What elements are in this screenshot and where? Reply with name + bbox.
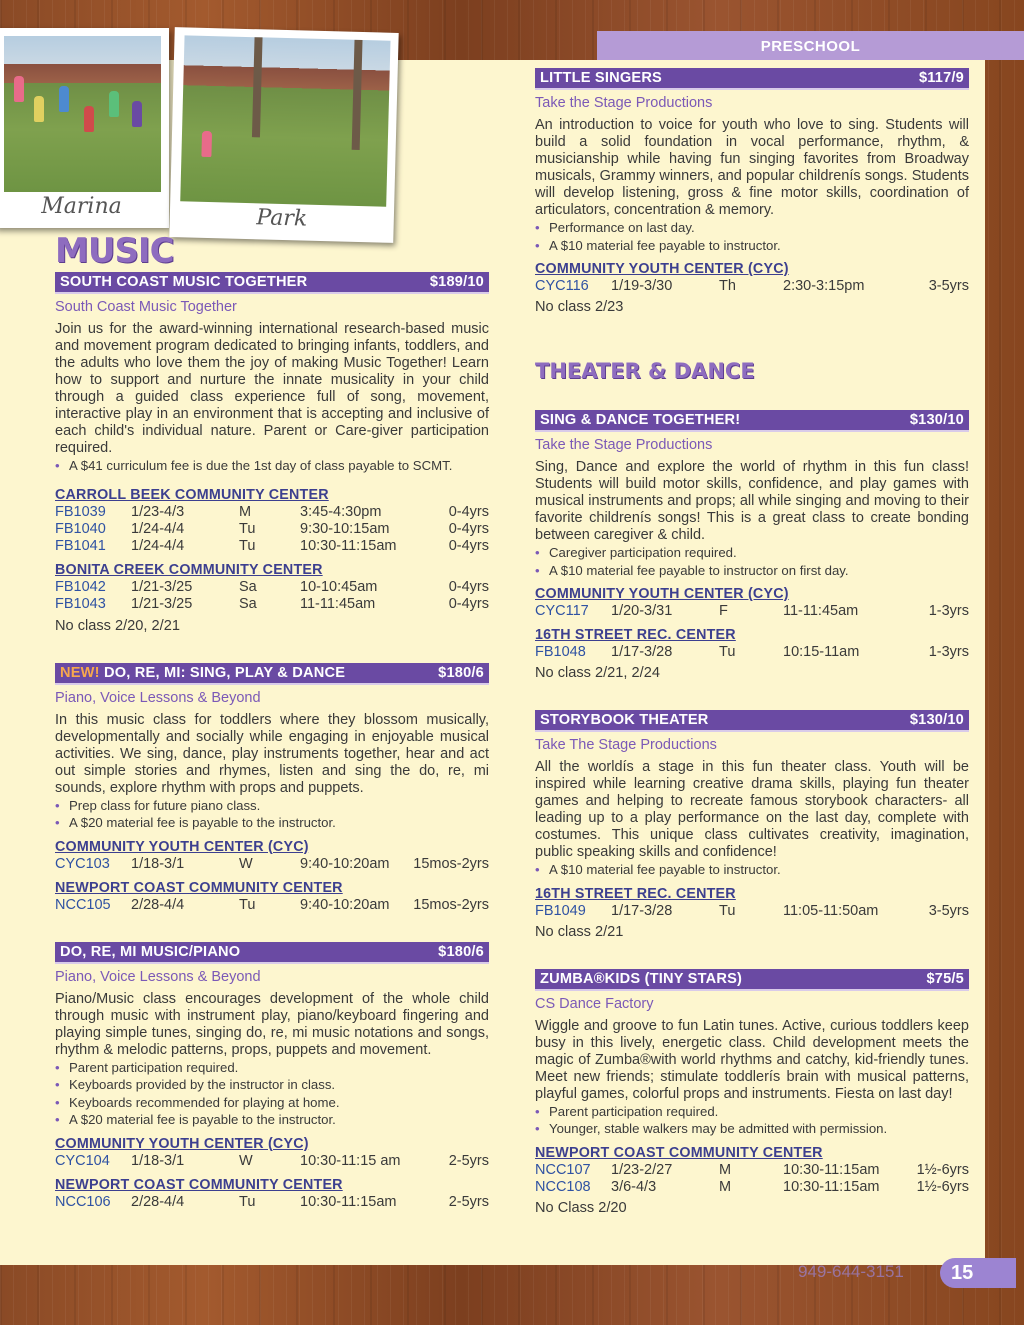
class-title: ZUMBA®KIDS (TINY STARS) <box>540 970 743 987</box>
schedule-row <box>55 1194 489 1211</box>
class-code[interactable]: FB1041 <box>55 537 106 554</box>
class-bullet: • Performance on last day. <box>535 219 969 237</box>
class-description: In this music class for toddlers where they blossom musically, developmentally and socially while engaging in enjoyable musical activities. We sing, dance, play instruments together, hear and act out simple stories and rhymes, listen and sing the do, re, mi sounds, explore rhythm with props and puppets. <box>55 711 489 796</box>
day: Th <box>719 278 736 294</box>
schedule-row <box>55 1153 489 1170</box>
day: M <box>719 1161 732 1178</box>
class-title: LITTLE SINGERS <box>540 70 662 86</box>
dates: 1/23-2/27 <box>611 1161 673 1178</box>
class-listing <box>535 410 969 682</box>
class-note: No class 2/20, 2/21 <box>55 617 180 634</box>
class-price: $189/10 <box>429 274 484 290</box>
schedule-row <box>535 603 969 620</box>
class-bullet: • A $10 material fee payable to instructor. <box>535 237 969 255</box>
dates: 1/20-3/31 <box>611 603 673 619</box>
class-description: Wiggle and groove to fun Latin tunes. Active, curious toddlers keep busy in this lively, energetic class. Child development meets the magic of Zumba®with world rhythms and catchy, kid-friendly tunes. Meet new friends; stimulate toddlerís brain with musical patterns, playful games, colorful props and instruments. Fiesta on last day! <box>535 1017 969 1102</box>
day: Tu <box>239 1193 256 1210</box>
class-provider: Take the Stage Productions <box>535 95 713 111</box>
class-code[interactable]: FB1039 <box>55 503 106 520</box>
schedule-row <box>55 538 489 555</box>
class-listing <box>55 663 489 914</box>
age: 2-5yrs <box>448 1193 489 1210</box>
dates: 1/18-3/1 <box>131 1152 185 1169</box>
dates: 1/21-3/25 <box>131 595 193 612</box>
time: 10:30-11:15am <box>300 537 397 554</box>
photo-caption: Park <box>256 205 308 232</box>
class-price: $75/5 <box>926 970 964 987</box>
class-listing <box>535 68 969 316</box>
class-code[interactable]: FB1043 <box>55 595 106 612</box>
left-column <box>55 232 489 1211</box>
schedule-row <box>535 644 969 661</box>
day: W <box>239 1152 253 1169</box>
class-title-bar <box>55 942 489 964</box>
class-bullet: • Parent participation required. <box>535 1103 969 1121</box>
class-note: No class 2/21, 2/24 <box>535 665 660 681</box>
class-code[interactable]: NCC106 <box>55 1193 111 1210</box>
class-code[interactable]: CYC117 <box>535 603 589 619</box>
class-price: $130/10 <box>909 712 964 728</box>
location-name[interactable]: COMMUNITY YOUTH CENTER (CYC) <box>535 261 789 277</box>
class-provider: Take the Stage Productions <box>535 437 713 453</box>
age: 2-5yrs <box>448 1152 489 1169</box>
age: 1-3yrs <box>928 603 969 619</box>
age: 3-5yrs <box>928 902 969 919</box>
class-bullet: • Keyboards provided by the instructor in class. <box>55 1076 489 1094</box>
class-title: DO, RE, MI MUSIC/PIANO <box>60 943 241 960</box>
dates: 2/28-4/4 <box>131 1193 185 1210</box>
time: 10:30-11:15am <box>783 1178 880 1195</box>
class-provider: Piano, Voice Lessons & Beyond <box>55 689 261 706</box>
dates: 1/24-4/4 <box>131 537 185 554</box>
time: 10:30-11:15 am <box>300 1152 401 1169</box>
age: 0-4yrs <box>448 537 489 554</box>
class-code[interactable]: FB1048 <box>535 644 586 660</box>
class-code[interactable]: FB1042 <box>55 578 106 595</box>
class-bullet: • Prep class for future piano class. <box>55 797 489 815</box>
schedule-row <box>535 278 969 295</box>
class-code[interactable]: NCC105 <box>55 896 111 913</box>
age: 15mos-2yrs <box>413 896 489 913</box>
schedule-row <box>55 856 489 873</box>
class-code[interactable]: CYC104 <box>55 1152 110 1169</box>
class-note: No class 2/21 <box>535 923 624 940</box>
time: 11-11:45am <box>300 595 376 612</box>
class-listing <box>535 710 969 941</box>
class-code[interactable]: CYC103 <box>55 855 110 872</box>
theater-dance-heading: THEATER & DANCE <box>535 359 755 383</box>
location-name[interactable]: NEWPORT COAST COMMUNITY CENTER <box>55 1176 343 1193</box>
phone-number: 949-644-3151 <box>798 1262 904 1281</box>
class-bullet: • Parent participation required. <box>55 1059 489 1077</box>
day: Tu <box>239 520 256 537</box>
schedule-row <box>55 897 489 914</box>
class-title: SOUTH COAST MUSIC TOGETHER <box>60 274 308 290</box>
class-listing <box>55 942 489 1211</box>
class-title-bar <box>535 68 969 90</box>
location-name[interactable]: COMMUNITY YOUTH CENTER (CYC) <box>535 586 789 602</box>
section-tab: PRESCHOOL <box>597 31 1024 60</box>
class-bullet: • A $10 material fee payable to instructor. <box>535 861 969 879</box>
dates: 1/18-3/1 <box>131 855 185 872</box>
class-description: An introduction to voice for youth who love to sing. Students will build a solid foundation in vocal performance, rhythm, & musicianship while having fun singing favorites from Broadway musicals, Grammy winners, and popular childrenís songs. Students will develop listening, gross & fine motor skills, coordination of articulators, concentration & memory. <box>535 117 969 218</box>
class-title-bar <box>535 969 969 991</box>
class-provider: South Coast Music Together <box>55 299 237 315</box>
day: W <box>239 855 253 872</box>
day: Sa <box>239 578 257 595</box>
time: 2:30-3:15pm <box>783 278 865 294</box>
day: F <box>719 603 728 619</box>
time: 3:45-4:30pm <box>300 503 382 520</box>
age: 0-4yrs <box>448 578 489 595</box>
class-bullet: • Keyboards recommended for playing at home. <box>55 1094 489 1112</box>
age: 0-4yrs <box>448 595 489 612</box>
age: 1½-6yrs <box>916 1178 969 1195</box>
schedule-row <box>55 579 489 596</box>
age: 1½-6yrs <box>916 1161 969 1178</box>
location-name[interactable]: COMMUNITY YOUTH CENTER (CYC) <box>55 1135 309 1152</box>
class-title-bar <box>55 272 489 294</box>
schedule-row <box>55 504 489 521</box>
class-title: DO, RE, MI: SING, PLAY & DANCE <box>103 664 346 681</box>
dates: 2/28-4/4 <box>131 896 185 913</box>
class-price: $130/10 <box>909 412 964 428</box>
class-code[interactable]: NCC107 <box>535 1161 591 1178</box>
time: 11:05-11:50am <box>783 902 879 919</box>
class-title-bar <box>535 710 969 732</box>
location-name[interactable]: 16TH STREET REC. CENTER <box>535 885 736 902</box>
class-code[interactable]: NCC108 <box>535 1178 591 1195</box>
class-code[interactable]: FB1040 <box>55 520 106 537</box>
dates: 3/6-4/3 <box>611 1178 657 1195</box>
class-price: $117/9 <box>918 70 964 86</box>
class-code[interactable]: FB1049 <box>535 902 586 919</box>
class-listing <box>55 272 489 635</box>
day: Tu <box>719 644 736 660</box>
schedule-row <box>55 521 489 538</box>
time: 9:30-10:15am <box>300 520 390 537</box>
dates: 1/17-3/28 <box>611 902 673 919</box>
location-name[interactable]: COMMUNITY YOUTH CENTER (CYC) <box>55 838 309 855</box>
day: Sa <box>239 595 257 612</box>
class-title: SING & DANCE TOGETHER! <box>540 412 741 428</box>
class-description: Sing, Dance and explore the world of rhythm in this fun class! Students will build motor skills, confidence, and play games with musical instruments and props; all while singing and moving to their favorite childrenís songs! This is a great class to create bonding between caregiver & child. <box>535 459 969 543</box>
time: 11-11:45am <box>783 603 859 619</box>
dates: 1/24-4/4 <box>131 520 185 537</box>
location-name[interactable]: 16TH STREET REC. CENTER <box>535 627 736 643</box>
class-bullet: • A $41 curriculum fee is due the 1st day of class payable to SCMT. <box>55 457 489 475</box>
class-bullet: • A $10 material fee payable to instructor on first day. <box>535 562 969 580</box>
photo-marina <box>0 28 169 228</box>
class-code[interactable]: CYC116 <box>535 278 589 294</box>
class-provider: Piano, Voice Lessons & Beyond <box>55 968 261 985</box>
schedule-row <box>535 903 969 920</box>
dates: 1/19-3/30 <box>611 278 673 294</box>
age: 15mos-2yrs <box>413 855 489 872</box>
schedule-row <box>55 596 489 613</box>
class-price: $180/6 <box>438 664 484 681</box>
class-listing <box>535 969 969 1217</box>
time: 9:40-10:20am <box>300 896 390 913</box>
class-description: Piano/Music class encourages development of the whole child through music with instrument play, piano/keyboard fingering and playing simple tunes, singing do, re, mi music notations and songs, rhythm & melodic patterns, props, puppets and movement. <box>55 990 489 1058</box>
dates: 1/17-3/28 <box>611 644 673 660</box>
class-title: STORYBOOK THEATER <box>540 712 709 728</box>
time: 10:30-11:15am <box>300 1193 397 1210</box>
class-provider: Take The Stage Productions <box>535 737 717 753</box>
dates: 1/23-4/3 <box>131 503 185 520</box>
photo-park <box>169 27 398 243</box>
class-bullet: • A $20 material fee is payable to the instructor. <box>55 1111 489 1129</box>
class-bullet: • A $20 material fee is payable to the instructor. <box>55 814 489 832</box>
schedule-row <box>535 1162 969 1179</box>
age: 1-3yrs <box>928 644 969 660</box>
age: 0-4yrs <box>448 503 489 520</box>
time: 9:40-10:20am <box>300 855 390 872</box>
age: 0-4yrs <box>448 520 489 537</box>
class-price: $180/6 <box>438 943 484 960</box>
class-provider: CS Dance Factory <box>535 995 654 1012</box>
time: 10-10:45am <box>300 578 378 595</box>
class-bullet: • Caregiver participation required. <box>535 544 969 562</box>
kids-playing-image <box>4 36 161 192</box>
location-name[interactable]: NEWPORT COAST COMMUNITY CENTER <box>55 879 343 896</box>
page-number: 15 <box>951 1262 974 1284</box>
class-bullet: • Younger, stable walkers may be admitted with permission. <box>535 1120 969 1138</box>
location-name[interactable]: CARROLL BEEK COMMUNITY CENTER <box>55 486 329 503</box>
new-badge: NEW! <box>60 664 100 681</box>
class-note: No class 2/23 <box>535 299 624 315</box>
day: Tu <box>719 902 736 919</box>
right-column <box>535 68 969 1217</box>
photo-caption: Marina <box>41 194 122 219</box>
park-image <box>180 35 390 206</box>
day: Tu <box>239 537 256 554</box>
class-title-bar <box>55 663 489 685</box>
time: 10:30-11:15am <box>783 1161 880 1178</box>
class-note: No Class 2/20 <box>535 1199 627 1216</box>
time: 10:15-11am <box>783 644 860 660</box>
class-description: Join us for the award-winning international research-based music and movement program dedicated to bringing infants, toddlers, and the adults who love them the joy of making Music Together! Learn how to support and nurture the innate musicality in your child through a guided class experience full of song, movement, interactive play in an environment that is accepting and inclusive of each child's individual nature. Parent or Care-giver participation required. <box>55 321 489 456</box>
class-description: All the worldís a stage in this fun theater class. Youth will be inspired while learning creative drama skills, playing fun theater games and helping to recreate famous storybook characters- all leading up to a play performance on the last day, complete with costumes. This unique class cultivates creativity, imagination, public speaking skills and confidence! <box>535 759 969 860</box>
class-title-bar <box>535 410 969 432</box>
dates: 1/21-3/25 <box>131 578 193 595</box>
age: 3-5yrs <box>928 278 969 294</box>
location-name[interactable]: BONITA CREEK COMMUNITY CENTER <box>55 561 323 578</box>
location-name[interactable]: NEWPORT COAST COMMUNITY CENTER <box>535 1144 823 1161</box>
day: M <box>719 1178 732 1195</box>
day: M <box>239 503 252 520</box>
music-heading: MUSIC <box>55 231 174 271</box>
schedule-row <box>535 1179 969 1196</box>
day: Tu <box>239 896 256 913</box>
